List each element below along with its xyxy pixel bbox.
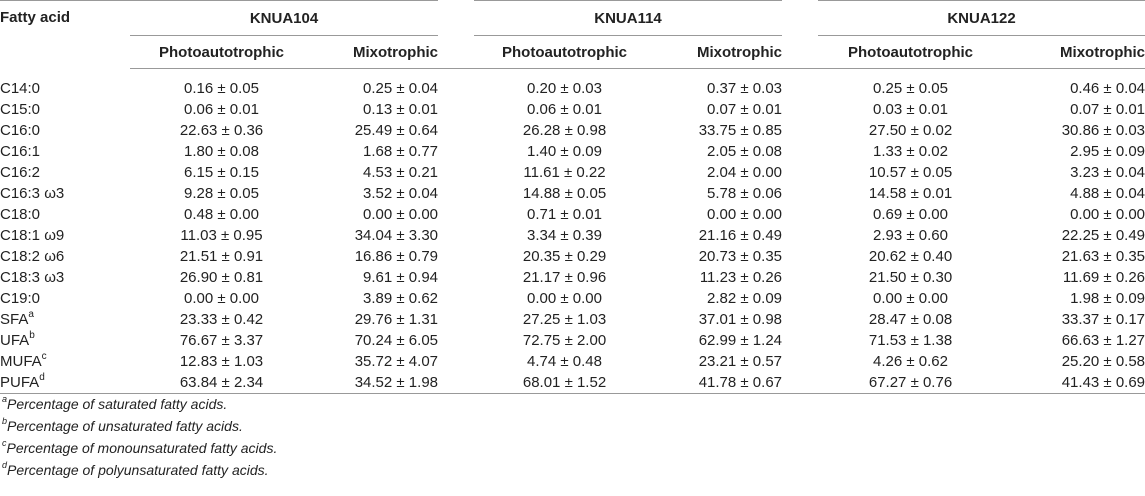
group-gap (438, 288, 474, 309)
value-cell: 27.25 ± 1.03 (522, 311, 607, 328)
value-cell: 21.63 ± 0.35 (1061, 248, 1145, 265)
value-cell: 63.84 ± 2.34 (130, 372, 313, 394)
mixotrophic-header: Mixotrophic (655, 36, 782, 69)
value-cell: 0.03 ± 0.01 (873, 101, 948, 118)
group-gap (438, 267, 474, 288)
photoautotrophic-header: Photoautotrophic (474, 36, 655, 69)
value-cell: 34.04 ± 3.30 (354, 227, 439, 244)
group-gap (782, 141, 818, 162)
group-header-knua104: KNUA104 (130, 1, 438, 36)
group-gap (782, 309, 818, 330)
value-cell: 20.73 ± 0.35 (698, 248, 783, 265)
value-cell: 30.86 ± 0.03 (1061, 122, 1145, 139)
value-cell: 1.98 ± 0.09 (1070, 290, 1145, 307)
group-gap (782, 225, 818, 246)
group-gap (782, 288, 818, 309)
footnote (2, 415, 277, 437)
footnote-mark: b (2, 416, 8, 427)
value-cell: 0.00 ± 0.00 (184, 290, 259, 307)
group-gap (438, 78, 474, 99)
value-cell: 11.03 ± 0.95 (180, 227, 263, 244)
row-label-text: C16:2 (0, 164, 41, 181)
group-gap (782, 99, 818, 120)
value-cell: 14.58 ± 0.01 (868, 185, 953, 202)
table-row (0, 246, 1145, 267)
row-label (0, 141, 130, 162)
row-label (0, 225, 130, 246)
row-label (0, 288, 130, 309)
value-cell: 2.93 ± 0.60 (873, 227, 948, 244)
value-cell: 23.33 ± 0.42 (179, 311, 264, 328)
group-gap (438, 372, 474, 394)
group-gap (782, 162, 818, 183)
value-cell: 0.20 ± 0.03 (527, 80, 602, 97)
row-label-text: C18:1 ω9 (0, 227, 65, 244)
value-cell: 62.99 ± 1.24 (698, 332, 783, 349)
group-header-knua114: KNUA114 (474, 1, 782, 36)
header-row-groups (0, 1, 1145, 36)
value-cell: 71.53 ± 1.38 (868, 332, 953, 349)
table-row (0, 78, 1145, 99)
group-gap (438, 351, 474, 372)
row-label (0, 330, 130, 351)
value-cell: 21.50 ± 0.30 (868, 269, 953, 286)
spacer-row (0, 69, 1145, 79)
row-label (0, 204, 130, 225)
value-cell: 3.23 ± 0.04 (1070, 164, 1145, 181)
value-cell: 2.95 ± 0.09 (1070, 143, 1145, 160)
value-cell: 0.06 ± 0.01 (184, 101, 259, 118)
group-gap (438, 36, 474, 69)
table-row (0, 99, 1145, 120)
row-label (0, 99, 130, 120)
group-gap (782, 372, 818, 394)
footnote-text: Percentage of monounsaturated fatty acids. (6, 440, 278, 456)
group-gap (438, 120, 474, 141)
footnote (2, 437, 277, 459)
value-cell: 72.75 ± 2.00 (522, 332, 607, 349)
footnote-mark: c (2, 438, 7, 449)
value-cell: 21.17 ± 0.96 (522, 269, 607, 286)
value-cell: 2.05 ± 0.08 (707, 143, 783, 160)
row-label (0, 78, 130, 99)
value-cell: 0.07 ± 0.01 (1070, 101, 1145, 118)
value-cell: 4.74 ± 0.48 (527, 353, 602, 370)
footnote-text: Percentage of unsaturated fatty acids. (7, 418, 243, 434)
group-gap (438, 225, 474, 246)
value-cell: 3.52 ± 0.04 (363, 185, 439, 202)
value-cell: 29.76 ± 1.31 (354, 311, 439, 328)
row-label-text: C18:0 (0, 206, 41, 223)
mixotrophic-header: Mixotrophic (313, 36, 438, 69)
row-label-text: C18:2 ω6 (0, 248, 65, 265)
value-cell: 0.07 ± 0.01 (707, 101, 783, 118)
value-cell: 21.16 ± 0.49 (698, 227, 783, 244)
value-cell: 23.21 ± 0.57 (698, 353, 783, 370)
table-row (0, 330, 1145, 351)
value-cell: 0.06 ± 0.01 (527, 101, 602, 118)
value-cell: 0.48 ± 0.00 (184, 206, 259, 223)
value-cell: 10.57 ± 0.05 (868, 164, 953, 181)
value-cell: 33.75 ± 0.85 (698, 122, 783, 139)
value-cell: 9.28 ± 0.05 (184, 185, 259, 202)
value-cell: 35.72 ± 4.07 (354, 353, 439, 370)
footnote-text: Percentage of saturated fatty acids. (7, 396, 228, 412)
value-cell: 6.15 ± 0.15 (184, 164, 259, 181)
row-label (0, 162, 130, 183)
value-cell: 12.83 ± 1.03 (179, 353, 264, 370)
row-label-text: C14:0 (0, 80, 41, 97)
value-cell: 0.71 ± 0.01 (527, 206, 602, 223)
value-cell: 0.13 ± 0.01 (363, 101, 439, 118)
fatty-acid-header: Fatty acid (0, 1, 130, 69)
value-cell: 68.01 ± 1.52 (474, 372, 655, 394)
value-cell: 28.47 ± 0.08 (868, 311, 953, 328)
group-gap (782, 36, 818, 69)
value-cell: 25.20 ± 0.58 (1061, 353, 1145, 370)
value-cell: 1.33 ± 0.02 (873, 143, 948, 160)
group-gap (438, 330, 474, 351)
row-label-text: C19:0 (0, 290, 41, 307)
group-gap (438, 141, 474, 162)
group-gap (438, 99, 474, 120)
value-cell: 2.04 ± 0.00 (707, 164, 783, 181)
row-label-text: C15:0 (0, 101, 41, 118)
group-header-knua122: KNUA122 (818, 1, 1145, 36)
photoautotrophic-header: Photoautotrophic (818, 36, 1003, 69)
group-gap (438, 204, 474, 225)
value-cell: 0.00 ± 0.00 (527, 290, 602, 307)
footnote (2, 459, 277, 481)
value-cell: 0.00 ± 0.00 (363, 206, 439, 223)
value-cell: 0.25 ± 0.05 (873, 80, 948, 97)
value-cell: 14.88 ± 0.05 (522, 185, 607, 202)
group-gap (782, 267, 818, 288)
value-cell: 67.27 ± 0.76 (818, 372, 1003, 394)
value-cell: 37.01 ± 0.98 (698, 311, 783, 328)
value-cell: 34.52 ± 1.98 (313, 372, 438, 394)
table-row (0, 162, 1145, 183)
row-label-footnote-mark: a (28, 309, 34, 320)
row-label (0, 372, 130, 394)
group-gap (782, 78, 818, 99)
value-cell: 3.89 ± 0.62 (363, 290, 439, 307)
value-cell: 20.35 ± 0.29 (522, 248, 607, 265)
value-cell: 27.50 ± 0.02 (868, 122, 953, 139)
group-gap (438, 1, 474, 36)
value-cell: 76.67 ± 3.37 (179, 332, 264, 349)
value-cell: 22.25 ± 0.49 (1061, 227, 1145, 244)
value-cell: 3.34 ± 0.39 (527, 227, 602, 244)
row-label (0, 351, 130, 372)
value-cell: 33.37 ± 0.17 (1061, 311, 1145, 328)
row-label (0, 246, 130, 267)
row-label-footnote-mark: c (41, 351, 47, 362)
row-label (0, 267, 130, 288)
table-row (0, 141, 1145, 162)
group-gap (782, 330, 818, 351)
value-cell: 16.86 ± 0.79 (354, 248, 439, 265)
value-cell: 0.00 ± 0.00 (1070, 206, 1145, 223)
row-label (0, 120, 130, 141)
row-label-text: MUFA (0, 353, 42, 370)
table-row (0, 204, 1145, 225)
row-label-text: C16:0 (0, 122, 41, 139)
table-row (0, 183, 1145, 204)
group-gap (438, 162, 474, 183)
footnote-text: Percentage of polyunsaturated fatty acids. (7, 462, 269, 478)
row-label-text: C18:3 ω3 (0, 269, 65, 286)
value-cell: 0.00 ± 0.00 (873, 290, 948, 307)
footnote-mark: a (2, 394, 8, 405)
value-cell: 25.49 ± 0.64 (354, 122, 439, 139)
footnote (2, 393, 277, 415)
row-label-text: UFA (0, 332, 30, 349)
value-cell: 4.88 ± 0.04 (1070, 185, 1145, 202)
table-row (0, 372, 1145, 394)
photoautotrophic-header: Photoautotrophic (130, 36, 313, 69)
row-label-footnote-mark: d (39, 372, 45, 383)
group-gap (438, 246, 474, 267)
row-label (0, 183, 130, 204)
value-cell: 1.80 ± 0.08 (184, 143, 259, 160)
group-gap (782, 183, 818, 204)
value-cell: 11.23 ± 0.26 (699, 269, 783, 286)
value-cell: 4.53 ± 0.21 (363, 164, 439, 181)
group-gap (782, 1, 818, 36)
value-cell: 26.90 ± 0.81 (179, 269, 264, 286)
mixotrophic-header: Mixotrophic (1003, 36, 1145, 69)
table-row (0, 267, 1145, 288)
value-cell: 0.69 ± 0.00 (873, 206, 948, 223)
value-cell: 41.43 ± 0.69 (1003, 372, 1145, 394)
footnote-mark: d (2, 460, 8, 471)
value-cell: 9.61 ± 0.94 (363, 269, 439, 286)
group-gap (782, 204, 818, 225)
value-cell: 2.82 ± 0.09 (707, 290, 783, 307)
value-cell: 0.37 ± 0.03 (707, 80, 783, 97)
table-row (0, 225, 1145, 246)
value-cell: 4.26 ± 0.62 (873, 353, 948, 370)
value-cell: 20.62 ± 0.40 (868, 248, 953, 265)
value-cell: 26.28 ± 0.98 (522, 122, 607, 139)
group-gap (782, 246, 818, 267)
header-row-conditions (0, 36, 1145, 69)
value-cell: 1.40 ± 0.09 (527, 143, 602, 160)
group-gap (438, 183, 474, 204)
table-row (0, 309, 1145, 330)
row-label-text: PUFA (0, 374, 40, 391)
row-label-text: SFA (0, 311, 29, 328)
group-gap (782, 120, 818, 141)
value-cell: 0.00 ± 0.00 (707, 206, 783, 223)
table-row (0, 351, 1145, 372)
value-cell: 0.46 ± 0.04 (1070, 80, 1145, 97)
value-cell: 5.78 ± 0.06 (707, 185, 783, 202)
value-cell: 22.63 ± 0.36 (179, 122, 264, 139)
footnotes (2, 393, 277, 481)
value-cell: 1.68 ± 0.77 (363, 143, 439, 160)
table-row (0, 120, 1145, 141)
value-cell: 21.51 ± 0.91 (179, 248, 264, 265)
group-gap (438, 309, 474, 330)
group-gap (782, 351, 818, 372)
value-cell: 70.24 ± 6.05 (354, 332, 439, 349)
row-label-text: C16:3 ω3 (0, 185, 65, 202)
value-cell: 0.16 ± 0.05 (184, 80, 259, 97)
value-cell: 11.69 ± 0.26 (1062, 269, 1145, 286)
value-cell: 11.61 ± 0.22 (523, 164, 606, 181)
row-label-text: C16:1 (0, 143, 41, 160)
table-row (0, 288, 1145, 309)
value-cell: 0.25 ± 0.04 (363, 80, 439, 97)
row-label-footnote-mark: b (29, 330, 35, 341)
value-cell: 66.63 ± 1.27 (1061, 332, 1145, 349)
row-label (0, 309, 130, 330)
table-body (0, 69, 1145, 394)
value-cell: 41.78 ± 0.67 (655, 372, 782, 394)
